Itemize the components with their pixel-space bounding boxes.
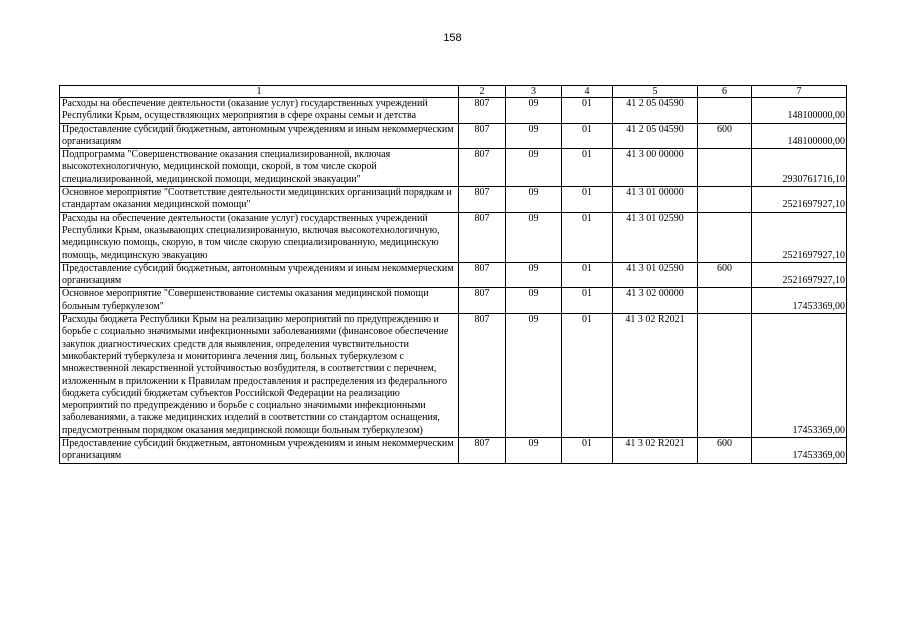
- row-amount: 2521697927,10: [752, 262, 847, 288]
- row-name: Расходы на обеспечение деятельности (оказание услуг) государственных учреждений Республики Крым, оказывающих специализированную, включая высокотехнологичную, медицинскую помощь, скорую, в том числе скорую специализированную, медицинскую помощь, медицинскую эвакуацию: [60, 212, 459, 262]
- page-number: 158: [443, 32, 462, 44]
- row-amount: 17453369,00: [752, 314, 847, 438]
- budget-table: [59, 85, 847, 464]
- header-col-6: 6: [698, 86, 752, 98]
- row-col-6: [698, 288, 752, 314]
- row-col-4: 01: [562, 98, 613, 124]
- row-col-6: [698, 149, 752, 187]
- row-amount: 148100000,00: [752, 123, 847, 149]
- row-col-2: 807: [459, 98, 506, 124]
- row-col-3: 09: [506, 314, 562, 438]
- row-col-6: [698, 187, 752, 213]
- row-col-2: 807: [459, 123, 506, 149]
- row-col-4: 01: [562, 438, 613, 464]
- table-row: [60, 262, 847, 288]
- row-col-2: 807: [459, 262, 506, 288]
- row-name: Предоставление субсидий бюджетным, автономным учреждениям и иным некоммерческим организациям: [60, 438, 459, 464]
- row-name: Предоставление субсидий бюджетным, автономным учреждениям и иным некоммерческим организациям: [60, 262, 459, 288]
- row-name: Основное мероприятие "Совершенствование системы оказания медицинской помощи больным туберкулезом": [60, 288, 459, 314]
- row-col-2: 807: [459, 288, 506, 314]
- row-col-5: 41 2 05 04590: [613, 98, 698, 124]
- row-col-5: 41 3 02 R2021: [613, 438, 698, 464]
- row-col-2: 807: [459, 187, 506, 213]
- row-col-6: 600: [698, 262, 752, 288]
- row-name: Расходы на обеспечение деятельности (оказание услуг) государственных учреждений Республики Крым, осуществляющих мероприятия в сфере охраны семьи и детства: [60, 98, 459, 124]
- row-col-3: 09: [506, 123, 562, 149]
- header-col-7: 7: [752, 86, 847, 98]
- row-col-3: 09: [506, 262, 562, 288]
- row-col-6: 600: [698, 123, 752, 149]
- row-col-6: [698, 98, 752, 124]
- row-col-5: 41 3 01 02590: [613, 262, 698, 288]
- row-amount: 2930761716,10: [752, 149, 847, 187]
- table-row: [60, 314, 847, 438]
- row-col-5: 41 3 02 00000: [613, 288, 698, 314]
- row-name: Расходы бюджета Республики Крым на реализацию мероприятий по предупреждению и борьбе с социально значимыми инфекционными заболеваниями (финансовое обеспечение закупок диагностических средств для выявления, определения чувствительности микобактерий туберкулеза и мониторинга лечения лиц, больных туберкулезом с множественной лекарственной устойчивостью возбудителя, в соответствии с перечнем, изложенным в приложении к Правилам предоставления и распределения из федерального бюджета субсидий бюджетам субъектов Российской Федерации на реализацию мероприятий по предупреждению и борьбе с социально значимыми инфекционными заболеваниями, а также медицинских изделий в соответствии со стандартом оснащения, предусмотренным порядком оказания медицинской помощи больным туберкулезом): [60, 314, 459, 438]
- row-col-5: 41 3 02 R2021: [613, 314, 698, 438]
- table-row: [60, 149, 847, 187]
- row-name: Основное мероприятие "Соответствие деятельности медицинских организаций порядкам и стандартам оказания медицинской помощи": [60, 187, 459, 213]
- row-col-5: 41 2 05 04590: [613, 123, 698, 149]
- row-amount: 17453369,00: [752, 438, 847, 464]
- header-col-3: 3: [506, 86, 562, 98]
- row-col-4: 01: [562, 314, 613, 438]
- table-row: [60, 123, 847, 149]
- row-col-3: 09: [506, 149, 562, 187]
- row-col-5: 41 3 00 00000: [613, 149, 698, 187]
- row-col-5: 41 3 01 00000: [613, 187, 698, 213]
- table-row: [60, 288, 847, 314]
- row-col-2: 807: [459, 438, 506, 464]
- row-col-3: 09: [506, 98, 562, 124]
- row-col-3: 09: [506, 288, 562, 314]
- row-col-2: 807: [459, 212, 506, 262]
- row-col-6: [698, 212, 752, 262]
- table-row: [60, 212, 847, 262]
- row-col-5: 41 3 01 02590: [613, 212, 698, 262]
- row-col-4: 01: [562, 262, 613, 288]
- row-col-2: 807: [459, 149, 506, 187]
- header-col-4: 4: [562, 86, 613, 98]
- table-row: [60, 98, 847, 124]
- header-row: [60, 86, 847, 98]
- table-row: [60, 438, 847, 464]
- header-col-5: 5: [613, 86, 698, 98]
- row-col-4: 01: [562, 123, 613, 149]
- row-col-4: 01: [562, 212, 613, 262]
- header-col-1: 1: [60, 86, 459, 98]
- row-col-4: 01: [562, 288, 613, 314]
- table-row: [60, 187, 847, 213]
- row-name: Предоставление субсидий бюджетным, автономным учреждениям и иным некоммерческим организациям: [60, 123, 459, 149]
- row-col-3: 09: [506, 212, 562, 262]
- row-amount: 2521697927,10: [752, 212, 847, 262]
- row-col-3: 09: [506, 187, 562, 213]
- row-col-6: [698, 314, 752, 438]
- row-col-4: 01: [562, 187, 613, 213]
- row-col-2: 807: [459, 314, 506, 438]
- row-amount: 17453369,00: [752, 288, 847, 314]
- row-name: Подпрограмма "Совершенствование оказания специализированной, включая высокотехнологичную, медицинской помощи, скорой, в том числе скорой специализированной, медицинской помощи, медицинской эвакуации": [60, 149, 459, 187]
- header-col-2: 2: [459, 86, 506, 98]
- row-amount: 148100000,00: [752, 98, 847, 124]
- row-col-4: 01: [562, 149, 613, 187]
- row-amount: 2521697927,10: [752, 187, 847, 213]
- row-col-3: 09: [506, 438, 562, 464]
- row-col-6: 600: [698, 438, 752, 464]
